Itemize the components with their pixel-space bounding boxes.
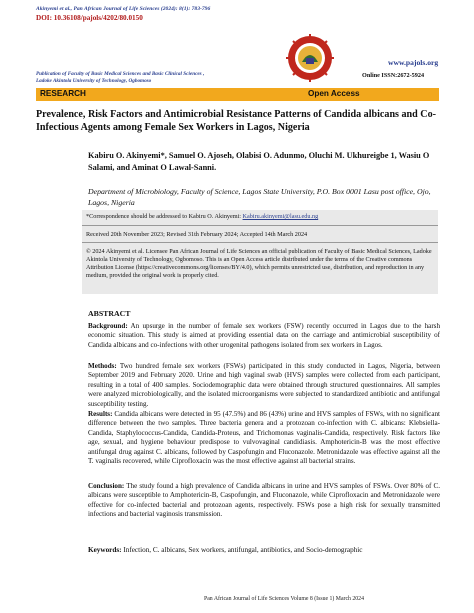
publisher-info: [36, 71, 266, 85]
section-text: An upsurge in the number of female sex workers (FSW) recently occurred in Lagos due to the harsh economic situation. This study is aimed at providing essential data on the carriage and antimicrobial susceptibility of Candida albicans and co-infections with other urogenital pathogens isolated from sex workers in Lagos.: [88, 322, 440, 349]
article-dates: Received 20th November 2023; Revised 31th February 2024; Accepted 14th March 2024: [86, 231, 308, 238]
publisher-line: Publication of Faculty of Basic Medical Sciences and Basic Clinical Sciences ,: [36, 71, 205, 77]
publisher-line: Ladoke Akintola University of Technology, Ogbomoso: [36, 78, 152, 84]
section-banner: [36, 88, 439, 101]
issn-label: Online ISSN:2672-5924: [362, 72, 425, 79]
section-label: Background:: [88, 322, 128, 330]
page-footer: Pan African Journal of Life Sciences Volume 8 (Issue 1) March 2024: [204, 596, 364, 602]
affiliation: Department of Microbiology, Faculty of Science, Lagos State University, P.O. Box 0001 Lasu post office, Ojo, Lagos, Nigeria: [88, 187, 431, 207]
abstract-conclusion: [88, 482, 440, 520]
journal-logo: [286, 34, 334, 82]
divider: [82, 225, 438, 226]
keywords-label: Keywords:: [88, 546, 122, 554]
section-label: Conclusion:: [88, 482, 125, 490]
section-label: Results:: [88, 410, 113, 418]
email-link[interactable]: Kabiru.akinyemi@lasu.edu.ng: [242, 213, 319, 220]
abstract-background: [88, 322, 440, 350]
journal-website[interactable]: www.pajols.org: [388, 58, 439, 67]
doi-link[interactable]: DOI: 10.36108/pajols/4202/80.0150: [36, 14, 143, 22]
author-list: Kabiru O. Akinyemi*, Samuel O. Ajoseh, Olabisi O. Adunmo, Oluchi M. Ukhureigbe 1, Wasiu O Salami, and Aminat O Lawal-Sanni.: [88, 151, 430, 172]
article-type-label: RESEARCH: [40, 89, 86, 98]
abstract-methods: [88, 362, 440, 409]
section-text: Candida albicans were detected in 95 (47.5%) and 86 (43%) urine and HVS samples of FSWs, with no significant difference between the two samples. Three bacteria genera and a protozoan co-infection with C. albicans: Klebsiella-Candida, Staphylococcus-Candida, Candida-Proteus, and Trichomonas vaginalis-Candida, respectively. Risk factors like age, sexual, and hygiene behaviour predispose to vulvovaginal candidiasis. Amphotericin-B was the most effective antifungal drug against C. albicans, followed by Caspofungin and Fluconazole. Metronidazole was effective against all the T. vaginalis recovered, while Ciprofloxacin was the most effective against all bacterial strains.: [88, 410, 440, 466]
abstract-results: [88, 410, 440, 466]
article-title: Prevalence, Risk Factors and Antimicrobial Resistance Patterns of Candida albicans and Co-Infectious Agents among Female Sex Workers in Lagos, Nigeria: [36, 109, 437, 133]
divider: [82, 242, 438, 243]
section-text: Two hundred female sex workers (FSWs) participated in this study conducted in Lagos, Nigeria, between September 2019 and February 2020. Urine and high vaginal swab (HVS) samples were collected from each participant, resulting in a total of 400 samples. Sociodemographic data were obtained through structured questionnaires. All samples were analyzed microbiologically, and the isolated microorganisms were subjected to standardized antibiotic and antifungal susceptibility testing.: [88, 362, 440, 408]
journal-citation: Akinyemi et al., Pan African Journal of Life Sciences (2024): 8(1): 783-796: [36, 6, 211, 12]
open-access-label: Open Access: [308, 89, 360, 98]
correspondence-text: *Correspondence should be addressed to Kabiru O. Akinyemi:: [86, 213, 243, 220]
section-label: Methods:: [88, 362, 117, 370]
section-text: The study found a high prevalence of Candida albicans in urine and HVS samples of FSWs. Over 80% of C. albicans were susceptible to Amphotericin-B, Caspofungin, and Fluconazole, while Ciprofloxacin and Metronidazole were effective for co-infected bacterial and protozoan agents, respectively. FSWs pose a high risk for sexually transmitted infections and bacterial vaginosis transmission.: [88, 482, 440, 519]
keywords-text: Infection, C. albicans, Sex workers, antifungal, antibiotics, and Socio-demographic: [121, 546, 363, 554]
correspondence: [86, 213, 318, 220]
license-text: © 2024 Akinyemi et al. Licensee Pan African Journal of Life Sciences an official publication of Faculty of Basic Medical Sciences, Ladoke Akintola University of Technology, Ogbomoso. This is an Open Access article distributed under the terms of the Creative commons Attribution License (https://creativecommons.org/licenses/BY/4.0), which permits unrestricted use, distribution, and reproduction in any medium, provided the original work is properly cited.: [86, 248, 432, 280]
abstract-heading: ABSTRACT: [88, 309, 131, 318]
keywords: [88, 546, 440, 554]
